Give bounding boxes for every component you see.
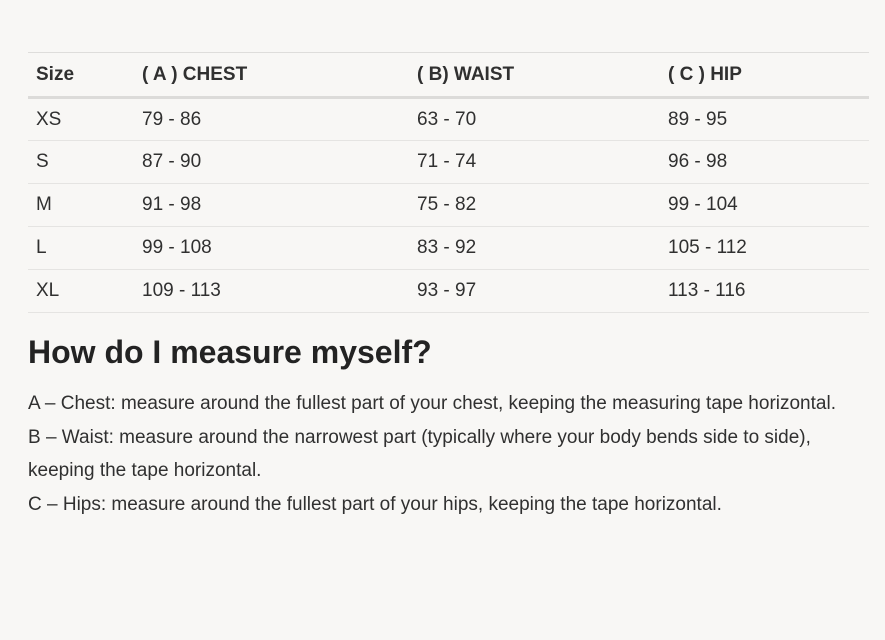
chest-cell: 99 - 108 xyxy=(134,227,409,270)
measure-heading: How do I measure myself? xyxy=(28,334,432,370)
waist-cell: 75 - 82 xyxy=(409,184,660,227)
waist-cell: 71 - 74 xyxy=(409,141,660,184)
table-header-row xyxy=(28,53,869,98)
size-cell: XS xyxy=(28,98,134,141)
column-header-waist: ( B) WAIST xyxy=(409,53,660,98)
hip-cell: 99 - 104 xyxy=(660,184,869,227)
table-row xyxy=(28,227,869,270)
hip-cell: 113 - 116 xyxy=(660,270,869,313)
table-row xyxy=(28,98,869,141)
column-header-hip: ( C ) HIP xyxy=(660,53,869,98)
hip-cell: 89 - 95 xyxy=(660,98,869,141)
size-cell: L xyxy=(28,227,134,270)
instruction-hips: C – Hips: measure around the fullest part of your hips, keeping the tape horizontal. xyxy=(28,493,722,515)
column-header-size: Size xyxy=(28,53,134,98)
size-cell: M xyxy=(28,184,134,227)
size-cell: XL xyxy=(28,270,134,313)
hip-cell: 105 - 112 xyxy=(660,227,869,270)
chest-cell: 91 - 98 xyxy=(134,184,409,227)
table-row xyxy=(28,141,869,184)
table-row xyxy=(28,184,869,227)
column-header-chest: ( A ) CHEST xyxy=(134,53,409,98)
chest-cell: 109 - 113 xyxy=(134,270,409,313)
waist-cell: 63 - 70 xyxy=(409,98,660,141)
hip-cell: 96 - 98 xyxy=(660,141,869,184)
instruction-chest: A – Chest: measure around the fullest part of your chest, keeping the measuring tape horizontal. xyxy=(28,393,836,414)
instruction-waist: B – Waist: measure around the narrowest part (typically where your body bends side to side), keeping the tape horizontal. xyxy=(28,426,811,481)
table-row xyxy=(28,270,869,313)
chest-cell: 79 - 86 xyxy=(134,98,409,141)
waist-cell: 93 - 97 xyxy=(409,270,660,313)
size-cell: S xyxy=(28,141,134,184)
waist-cell: 83 - 92 xyxy=(409,227,660,270)
chest-cell: 87 - 90 xyxy=(134,141,409,184)
size-chart-table xyxy=(28,52,869,313)
